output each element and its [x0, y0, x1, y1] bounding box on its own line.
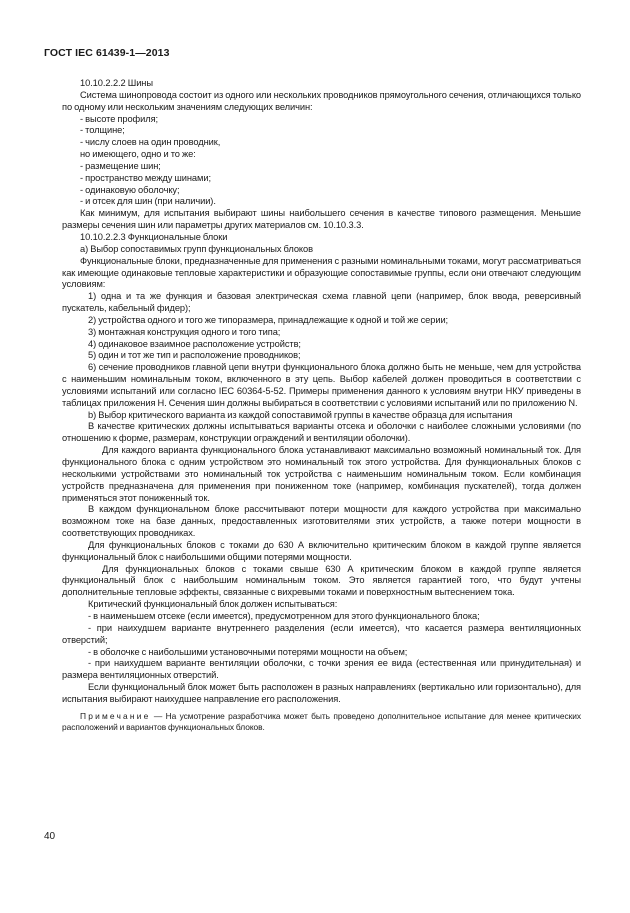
paragraph: а) Выбор сопоставимых групп функциональных блоков	[80, 243, 313, 254]
note	[62, 711, 581, 733]
paragraph: Функциональные блоки, предназначенные для применения с разными номинальными токами, могут рассматриваться как имеющие одинаковые тепловые характеристики и образующие сопоставимые группы, если они отвечают следующим условиям:	[62, 255, 581, 290]
paragraph: - числу слоев на один проводник,	[80, 137, 221, 148]
paragraph: 4) одинаковое взаимное расположение устройств;	[88, 338, 301, 349]
document-body	[62, 78, 581, 733]
paragraph: 10.10.2.2.2 Шины	[80, 78, 153, 88]
paragraph: Система шинопровода состоит из одного или нескольких проводников прямоугольного сечения, отличающихся только по одному или нескольким значениям следующих величин:	[62, 89, 581, 112]
paragraph: b) Выбор критического варианта из каждой сопоставимой группы в качестве образца для испытания	[88, 409, 513, 420]
paragraph: - размещение шин;	[80, 160, 161, 171]
paragraph: Критический функциональный блок должен испытываться:	[88, 599, 338, 610]
paragraph: Для функциональных блоков с токами свыше 630 А критическим блоком в каждой группе является функциональный блок с наибольшим номинальным током. Это является гарантией того, что будут учтены дополнительные тепловые эффекты, связанные с вихревыми токами и поверхностным вытеснением тока.	[62, 563, 581, 598]
paragraph: - в оболочке с наибольшими установочными потерями мощности на объем;	[88, 646, 408, 657]
paragraph: - при наихудшем варианте вентиляции оболочки, с точки зрения ее вида (естественная или принудительная) и размера вентиляционных отверстий.	[62, 658, 581, 681]
paragraph: 6) сечение проводников главной цепи внутри функционального блока должно быть не меньше, чем для устройства с наименьшим номинальным током, включенного в эту цепь. Выбор кабелей должен проводиться в соответствии с условиями испытаний или согласно IEC 60364-5-52. Примеры применения данного к условиям внутри НКУ приведены в таблицах приложения Н. Сечения шин должны выбираться в соответствии с условиями испытаний или по приложению N.	[62, 362, 581, 408]
paragraph: 5) один и тот же тип и расположение проводников;	[88, 350, 301, 361]
paragraph: 3) монтажная конструкция одного и того типа;	[88, 326, 281, 337]
note-label: Примечание	[80, 710, 151, 721]
paragraph: - толщине;	[80, 125, 125, 136]
paragraph: - пространство между шинами;	[80, 172, 211, 183]
paragraph: Для каждого варианта функционального блока устанавливают максимально возможный номинальный ток. Для функционального блока с одним устройством это номинальный ток этого устройства. Для функциональных блоков с несколькими устройствами это номинальный ток устройства с наименьшим номинальным током. Если комбинация устройств предназначена для применения при пониженном токе (например, комбинация пускателей), тогда должен применяться этот пониженный ток.	[62, 445, 581, 503]
paragraph: - в наименьшем отсеке (если имеется), предусмотренном для этого функционального блока;	[88, 610, 480, 621]
paragraph: - при наихудшем варианте внутреннего разделения (если имеется), что касается размера вентиляционных отверстий;	[62, 622, 581, 645]
paragraph: Если функциональный блок может быть расположен в разных направлениях (вертикально или горизонтально), для испытания выбирают наихудшее направление его расположения.	[62, 682, 581, 704]
page-number: 40	[44, 831, 56, 842]
paragraph: 2) устройства одного и того же типоразмера, принадлежащие к одной и той же серии;	[88, 314, 449, 325]
document-header: ГОСТ IEC 61439-1—2013	[44, 47, 170, 59]
paragraph: - одинаковую оболочку;	[80, 184, 180, 195]
paragraph: В качестве критических должны испытываться варианты отсека и оболочки с наиболее сложными условиями (по отношению к форме, размерам, конструкции ограждений и вентиляции оболочки).	[62, 421, 581, 444]
note-text: — На усмотрение разработчика может быть проведено дополнительное испытание для менее критических расположений и вариантов функциональных блоков.	[62, 710, 581, 732]
paragraph: - высоте профиля;	[80, 113, 159, 124]
paragraph: 10.10.2.2.3 Функциональные блоки	[80, 231, 228, 242]
paragraph: В каждом функциональном блоке рассчитывают потери мощности для каждого устройства при максимально возможном токе на базе данных, предоставленных изготовителями этих устройств, а также потери мощности в соответствующих проводниках.	[62, 504, 581, 539]
paragraph: Как минимум, для испытания выбирают шины наибольшего сечения в качестве типового размещения. Меньшие размеры сечения шин или параметры других материалов см. 10.10.3.3.	[62, 208, 581, 231]
paragraph: но имеющего, одно и то же:	[80, 149, 196, 160]
paragraph: - и отсек для шин (при наличии).	[80, 196, 216, 207]
paragraph: Для функциональных блоков с токами до 630 А включительно критическим блоком в каждой группе является функциональный блок с наибольшими общими потерями мощности.	[62, 539, 581, 562]
paragraph: 1) одна и та же функция и базовая электрическая схема главной цепи (например, блок ввода, реверсивный пускатель, кабельный фидер);	[62, 291, 581, 314]
